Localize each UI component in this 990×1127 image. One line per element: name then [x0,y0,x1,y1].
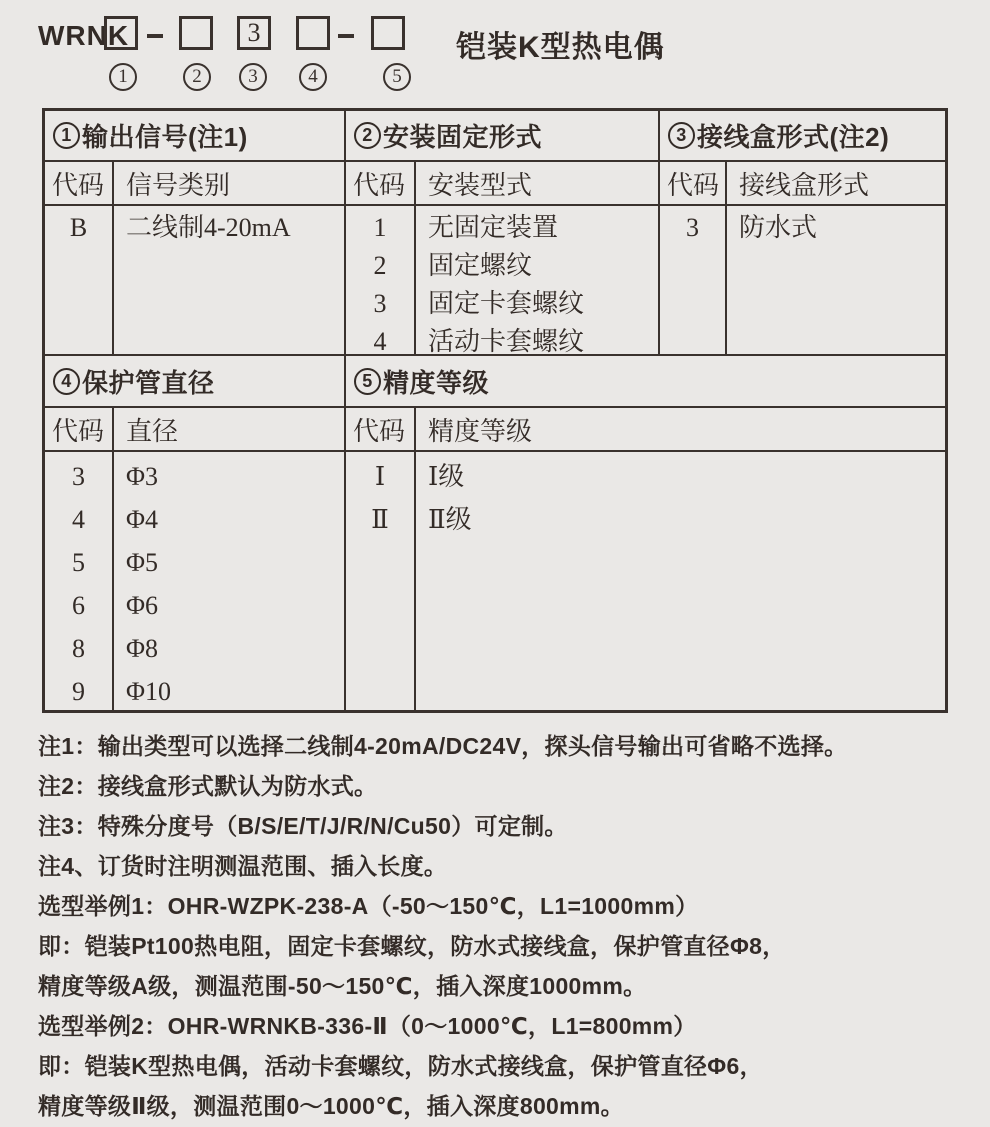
section-title: 输出信号(注1) [82,122,248,152]
note-line: 即：铠装Pt100热电阻，固定卡套螺纹，防水式接线盒，保护管直径Φ8， [38,933,786,959]
accuracy-codes [346,452,416,710]
code-value: 3 [373,289,387,318]
notes-block [38,726,968,1126]
marker-circle-1: 1 [109,63,137,91]
section-header-junction-box [660,111,945,162]
diameter-value: Φ5 [126,548,159,577]
code-value: 8 [72,634,85,663]
accuracy-grade-value: Ⅰ级 [428,462,465,491]
model-prefix: WRNK [38,20,130,51]
code-box-5 [371,16,405,50]
code-value: Ⅱ [371,505,389,534]
accuracy-values [416,452,945,710]
section-title: 保护管直径 [82,367,215,398]
section-header-mounting [346,111,660,162]
column-header-mounting-type: 安装型式 [416,162,660,206]
circled-number-icon: 3 [668,122,695,149]
section-header-tube-diameter [45,356,346,408]
mounting-values [416,206,660,356]
section-header-output-signal [45,111,346,162]
marker-circle-2: 2 [183,63,211,91]
column-header-accuracy-grade: 精度等级 [416,408,945,452]
note-line: 选型举例2：OHR-WRNKB-336-Ⅱ（0～1000℃，L1=800mm） [38,1013,697,1039]
note-line: 精度等级Ⅱ级，测温范围0～1000℃，插入深度800mm。 [38,1093,624,1119]
diameter-value: Φ4 [126,505,159,534]
section-header-accuracy [346,356,945,408]
output-signal-codes [45,206,114,356]
accuracy-grade-value: Ⅱ级 [428,505,472,534]
tube-diameter-values [114,452,346,710]
code-value: Ⅰ [374,462,386,491]
code-value: 4 [72,505,85,534]
code-box-1 [104,16,138,50]
column-header-code: 代码 [660,162,727,206]
note-line: 注3：特殊分度号（B/S/E/T/J/R/N/Cu50）可定制。 [38,813,568,839]
column-header-code: 代码 [45,408,114,452]
code-box-2 [179,16,213,50]
junction-box-codes [660,206,727,356]
code-value: 3 [686,213,699,242]
note-line: 注1：输出类型可以选择二线制4-20mA/DC24V，探头信号输出可省略不选择。 [38,733,848,759]
section-title: 安装固定形式 [383,122,543,152]
model-code-row [0,0,990,105]
section-title: 精度等级 [383,367,490,398]
code-value: 3 [72,462,85,491]
code-value: 9 [72,677,85,706]
signal-type-value: 二线制4-20mA [126,213,291,242]
note-line: 即：铠装K型热电偶，活动卡套螺纹，防水式接线盒，保护管直径Φ6， [38,1053,763,1079]
mounting-type-value: 固定螺纹 [428,251,533,280]
mounting-codes [346,206,416,356]
mounting-type-value: 固定卡套螺纹 [428,289,585,318]
column-header-diameter: 直径 [114,408,346,452]
code-box-4 [296,16,330,50]
section-title: 接线盒形式(注2) [697,122,890,152]
diameter-value: Φ3 [126,462,159,491]
note-line: 选型举例1：OHR-WZPK-238-A（-50～150℃，L1=1000mm） [38,893,699,919]
circled-number-icon: 5 [354,368,381,395]
marker-circle-4: 4 [299,63,327,91]
circled-number-icon: 4 [53,368,80,395]
tube-diameter-codes [45,452,114,710]
column-header-signal-type: 信号类别 [114,162,346,206]
code-value: B [69,213,88,242]
diameter-value: Φ8 [126,634,159,663]
code-value: 4 [373,327,387,356]
code-box-3: 3 [237,16,271,50]
note-line: 精度等级A级，测温范围-50～150℃，插入深度1000mm。 [38,973,647,999]
marker-circle-3: 3 [239,63,267,91]
diameter-value: Φ6 [126,591,159,620]
code-value: 5 [72,548,85,577]
diameter-value: Φ10 [126,677,172,706]
circled-number-icon: 1 [53,122,80,149]
spec-table [42,108,948,713]
circled-number-icon: 2 [354,122,381,149]
junction-box-values [727,206,945,356]
note-line: 注2：接线盒形式默认为防水式。 [38,773,378,799]
column-header-junction-box-type: 接线盒形式 [727,162,945,206]
column-header-code: 代码 [346,408,416,452]
output-signal-values [114,206,346,356]
marker-circle-5: 5 [383,63,411,91]
mounting-type-value: 无固定装置 [428,213,559,242]
code-value: 2 [373,251,387,280]
code-value: 6 [72,591,85,620]
product-title: 铠装K型热电偶 [456,31,665,64]
column-header-code: 代码 [346,162,416,206]
code-dash [147,34,163,38]
note-line: 注4、订货时注明测温范围、插入长度。 [38,853,448,879]
column-header-code: 代码 [45,162,114,206]
code-dash [338,34,354,38]
code-value: 1 [373,213,387,242]
mounting-type-value: 活动卡套螺纹 [428,327,585,356]
junction-box-type-value: 防水式 [739,213,818,242]
